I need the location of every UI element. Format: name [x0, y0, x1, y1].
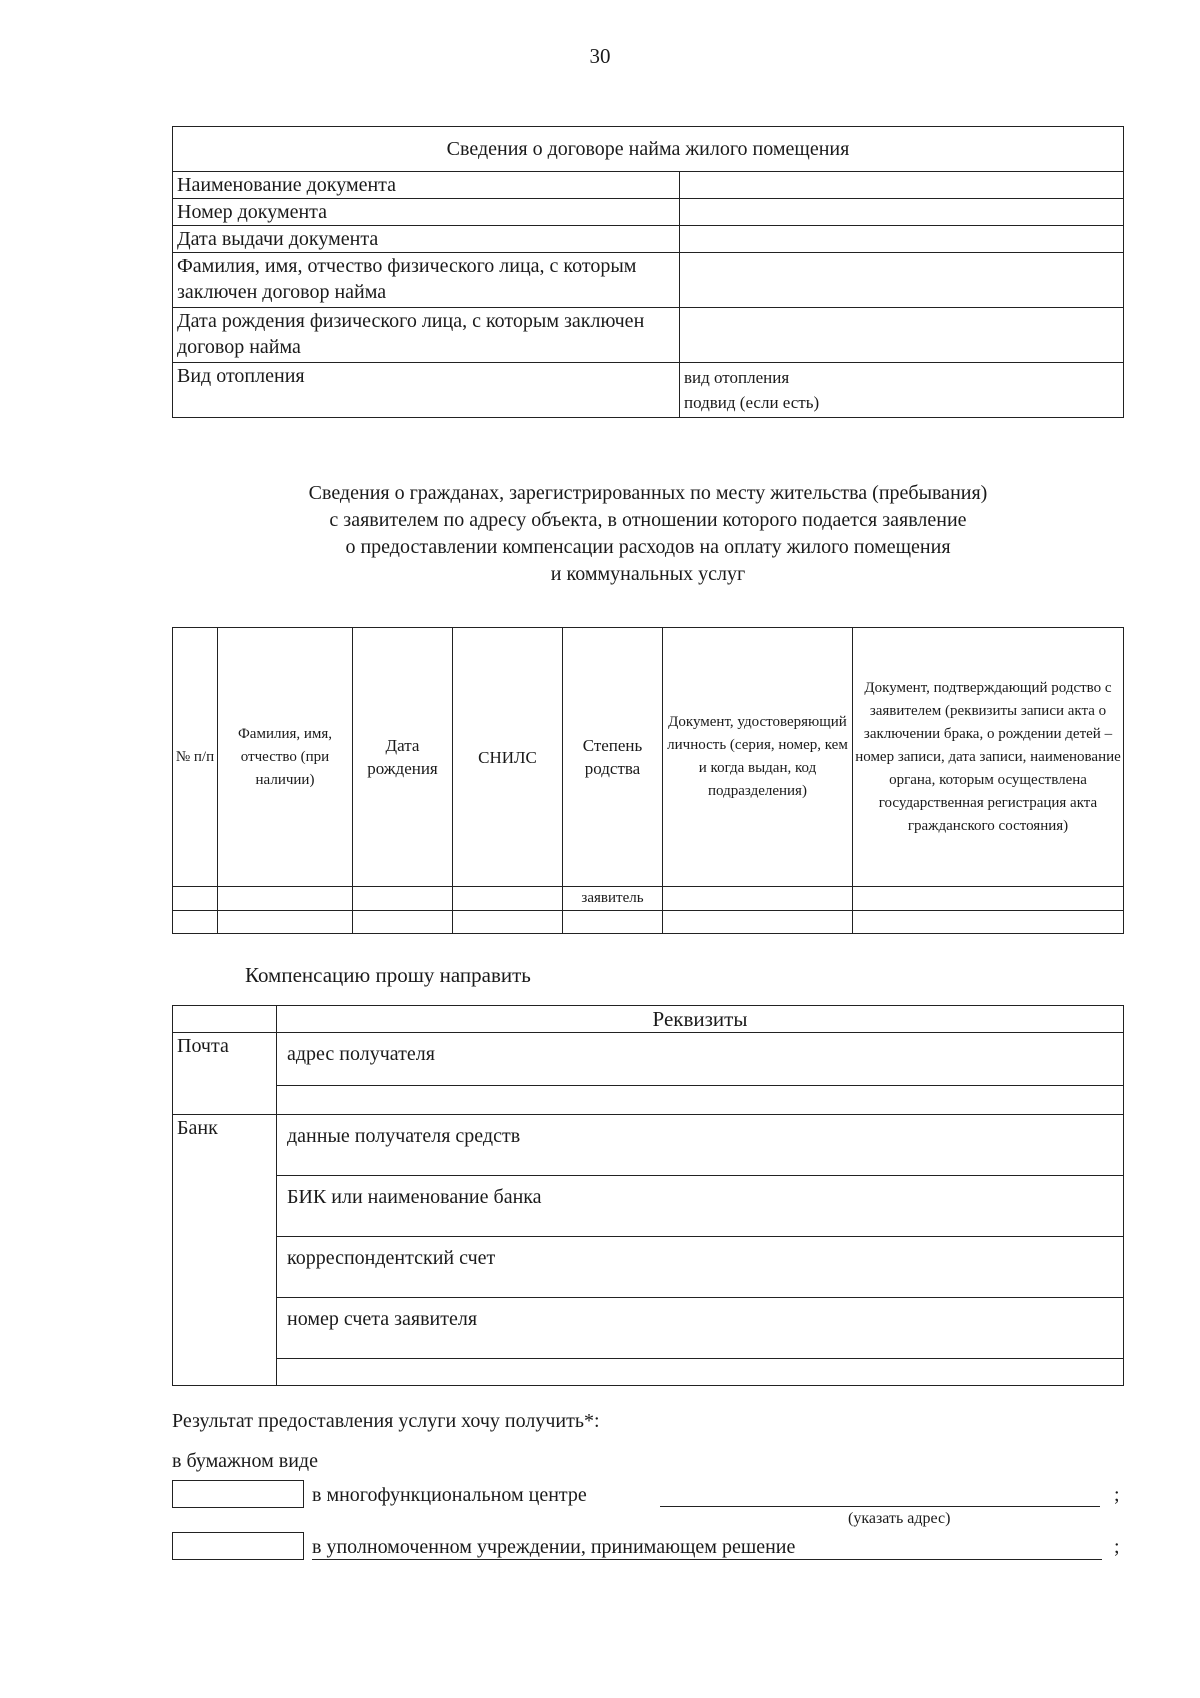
bank-label: Банк	[173, 1115, 277, 1386]
heading-line: о предоставлении компенсации расходов на оплату жилого помещения	[345, 536, 951, 558]
cell[interactable]	[353, 911, 453, 934]
row-value[interactable]	[680, 308, 1124, 363]
address-hint: (указать адрес)	[848, 1510, 951, 1527]
col-number: № п/п	[173, 628, 218, 887]
cell[interactable]	[663, 887, 853, 911]
cell[interactable]	[853, 911, 1124, 934]
citizens-table	[172, 627, 1124, 934]
mfc-checkbox[interactable]	[172, 1480, 304, 1508]
mfc-address-line[interactable]	[660, 1482, 1100, 1507]
col-snils: СНИЛС	[453, 628, 563, 887]
cell[interactable]	[663, 911, 853, 934]
terminator: ;	[1114, 1536, 1120, 1558]
terminator: ;	[1114, 1484, 1120, 1506]
applicant-cell: заявитель	[563, 887, 663, 911]
cell[interactable]	[453, 911, 563, 934]
col-relation: Степень родства	[563, 628, 663, 887]
empty-header-cell	[173, 1006, 277, 1033]
row-value[interactable]	[680, 253, 1124, 308]
institution-line	[312, 1534, 1102, 1560]
cell[interactable]	[853, 887, 1124, 911]
cell[interactable]	[173, 887, 218, 911]
row-label: Дата выдачи документа	[173, 226, 680, 253]
heading-line: и коммунальных услуг	[550, 563, 746, 585]
cell[interactable]	[453, 887, 563, 911]
post-details	[277, 1033, 1124, 1115]
citizens-heading	[172, 480, 1124, 588]
col-full-name: Фамилия, имя, отчество (при наличии)	[218, 628, 353, 887]
compensation-table	[172, 1005, 1124, 1386]
cell[interactable]	[173, 911, 218, 934]
page-number: 30	[589, 44, 611, 68]
cell[interactable]	[563, 911, 663, 934]
option-mfc-label: в многофункциональном центре	[312, 1484, 587, 1506]
institution-checkbox[interactable]	[172, 1532, 304, 1560]
bank-recipient-field[interactable]: данные получателя средств	[277, 1115, 1123, 1176]
contract-table	[172, 126, 1124, 418]
heating-label: Вид отопления	[173, 363, 680, 418]
row-value[interactable]	[680, 226, 1124, 253]
contract-title: Сведения о договоре найма жилого помещения	[173, 127, 1124, 172]
row-label: Дата рождения физического лица, с которым заключен договор найма	[173, 308, 680, 363]
heating-cell[interactable]	[680, 363, 1124, 418]
col-id-document: Документ, удостоверяющий личность (серия, номер, кем и когда выдан, код подразделения)	[663, 628, 853, 887]
cell[interactable]	[218, 887, 353, 911]
paper-label: в бумажном виде	[172, 1450, 318, 1472]
heading-line: с заявителем по адресу объекта, в отношении которого подается заявление	[329, 509, 967, 531]
col-birth-date: Дата рождения	[353, 628, 453, 887]
post-spacer	[277, 1086, 1123, 1114]
option-institution-label: в уполномоченном учреждении, принимающем решение	[312, 1536, 796, 1558]
row-label: Фамилия, имя, отчество физического лица, с которым заключен договор найма	[173, 253, 680, 308]
bank-account-field[interactable]: номер счета заявителя	[277, 1298, 1123, 1359]
row-value[interactable]	[680, 172, 1124, 199]
details-header: Реквизиты	[277, 1006, 1124, 1033]
row-label: Номер документа	[173, 199, 680, 226]
heating-type: вид отопления	[684, 368, 790, 387]
post-address-field[interactable]: адрес получателя	[277, 1033, 1123, 1086]
cell[interactable]	[353, 887, 453, 911]
row-value[interactable]	[680, 199, 1124, 226]
col-kinship-document: Документ, подтверждающий родство с заявителем (реквизиты записи акта о заключении брака, о рождении детей – номер записи, дата записи, наименование органа, которым осуществлена государственная регистрация акта гражданского состояния)	[853, 628, 1124, 887]
cell[interactable]	[218, 911, 353, 934]
bank-spacer	[277, 1359, 1123, 1385]
heating-subtype: подвид (если есть)	[684, 393, 820, 412]
bank-bic-field[interactable]: БИК или наименование банка	[277, 1176, 1123, 1237]
bank-corr-account-field[interactable]: корреспондентский счет	[277, 1237, 1123, 1298]
row-label: Наименование документа	[173, 172, 680, 199]
compensation-title: Компенсацию прошу направить	[245, 963, 531, 987]
heading-line: Сведения о гражданах, зарегистрированных по месту жительства (пребывания)	[308, 482, 988, 504]
post-label: Почта	[173, 1033, 277, 1115]
result-title: Результат предоставления услуги хочу получить*:	[172, 1410, 600, 1432]
bank-details	[277, 1115, 1124, 1386]
